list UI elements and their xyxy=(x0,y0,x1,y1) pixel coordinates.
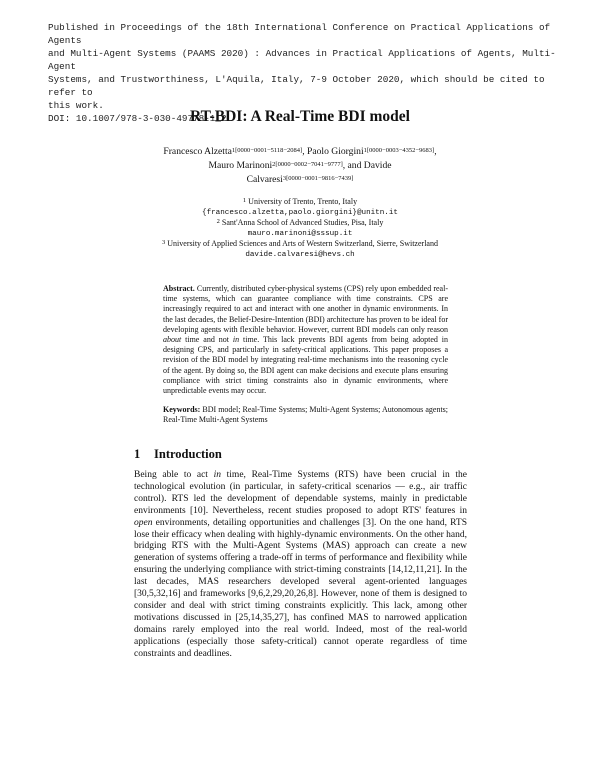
author-orcid: 1[0000−0003−4352−9683] xyxy=(363,147,435,154)
body-text: Being able to act xyxy=(134,470,214,480)
section-heading xyxy=(134,447,222,462)
body-emphasis: in xyxy=(213,470,221,480)
affiliation-name: Sant'Anna School of Advanced Studies, Pisa, Italy xyxy=(221,218,384,227)
notice-line: Published in Proceedings of the 18th International Conference on Practical Applications of Agents xyxy=(48,22,551,46)
notice-line: Systems, and Trustworthiness, L'Aquila, Italy, 7-9 October 2020, which should be cited to refer to xyxy=(48,74,545,98)
affiliation-email: davide.calvaresi@hevs.ch xyxy=(245,250,355,259)
doi-line: DOI: 10.1007/978-3-030-49778-1_2 xyxy=(48,113,227,124)
author-name: Paolo Giorgini xyxy=(307,146,364,157)
author-orcid: 1[0000−0001−5118−2084] xyxy=(231,147,303,154)
affiliation-number: 1 xyxy=(242,197,247,204)
affiliation-name: University of Trento, Trento, Italy xyxy=(248,197,358,206)
abstract-text: time and not xyxy=(181,335,233,345)
keywords xyxy=(163,405,448,425)
paper-title: RT-BDI: A Real-Time BDI model xyxy=(190,108,410,125)
author-list: Francesco Alzetta$^{1[0000-0001-5118-2084]}$, Paolo Giorgini$^{1[0000-0003-4352-9683]}$, Mauro Marinoni$^{2[0000-0002-7041-9777]}$, and Davide Calvaresi$^{3[0000-0001-9816-7439]}$ xyxy=(163,146,437,185)
abstract-emphasis: about xyxy=(163,335,182,345)
abstract xyxy=(163,284,448,396)
author-orcid: 3[0000−0001−9816−7439] xyxy=(282,175,354,182)
body-text: environments, detailing opportunities and challenges [3]. On the one hand, RTS lose their efficacy when dealing with highly-dynamic environments. On the other hand, bridging RTS with the Multi-Agent Systems (MAS) approach can create a new generation of systems offering a trade-off in terms of performance and flexibility while ensuring the underlying compliance with strict-timing constraints [14,12,11,21]. In the last decades, MAS researchers developed several agent-oriented languages [30,5,32,16] and frameworks [9,6,2,29,20,26,8]. However, none of them is designed to consider and deal with strict timing constraints explicitly. This lack, among other motivations discussed in [25,14,35,27], has confined MAS to narrowed application domains rarely employed into the real world. Indeed, most of the real-world applications (especially those safety-critical) cannot operate regardless of time constraints and deadlines. xyxy=(134,517,467,659)
notice-line: and Multi-Agent Systems (PAAMS 2020) : Advances in Practical Applications of Agents, Multi-Agent xyxy=(48,48,556,72)
author-name: Mauro Marinoni xyxy=(208,160,273,171)
body-emphasis: open xyxy=(134,517,153,528)
section-title: Introduction xyxy=(154,447,222,461)
abstract-label: Abstract. xyxy=(163,284,195,293)
notice-line: this work. xyxy=(48,100,104,111)
author-conjunction: , and Davide xyxy=(342,160,392,171)
body-text: time, Real-Time Systems (RTS) have been crucial in the technological evolution (in particular, in safety-critical scenarios — e.g., air traffic control). RTS led the development of dependable systems, mainly in predictable environments [10]. Nevertheless, recent studies proposed to adopt RTS' features in xyxy=(134,470,467,516)
keywords-label: Keywords: xyxy=(163,405,201,414)
affiliation-number: 3 xyxy=(162,239,166,246)
affiliation-email: mauro.marinoni@sssup.it xyxy=(247,229,353,238)
section-number: 1 xyxy=(134,447,141,461)
affiliation-email: {francesco.alzetta,paolo.giorgini}@unitn.it xyxy=(202,208,398,217)
abstract-text: Currently, distributed cyber-physical systems (CPS) rely upon embedded real-time systems, which can guarantee compliance with time constraints. CPS are increasingly required to act and interact with one another in dynamic environments. In the last decades, the Belief-Desire-Intention (BDI) architecture has proven to be ideal for developing agents with flexible behavior. However, current BDI models can only reason xyxy=(163,284,448,334)
author-name: Calvaresi xyxy=(246,174,283,185)
affiliation-number: 2 xyxy=(216,218,220,225)
affiliation-name: University of Applied Sciences and Arts of Western Switzerland, Sierre, Switzerland xyxy=(167,239,438,248)
author-name: Francesco Alzetta xyxy=(163,146,232,157)
keywords-text: BDI model; Real-Time Systems; Multi-Agent Systems; Autonomous agents; Real-Time Multi-Agent Systems xyxy=(163,405,448,425)
abstract-emphasis: in xyxy=(232,335,240,345)
affiliations xyxy=(100,197,500,260)
author-orcid: 2[0000−0002−7041−9777] xyxy=(272,161,343,168)
abstract-text: time. This lack prevents BDI agents from being adopted in designing CPS, and particularly in safety-critical applications. This paper proposes a revision of the BDI model by integrating real-time mechanisms into the reasoning cycle of the agent. By doing so, the BDI agent can make decisions and execute plans ensuring compliance with strict timing constraints also in dynamic environments, where unpredictable events may occur. xyxy=(163,335,449,396)
introduction-body xyxy=(134,470,467,661)
